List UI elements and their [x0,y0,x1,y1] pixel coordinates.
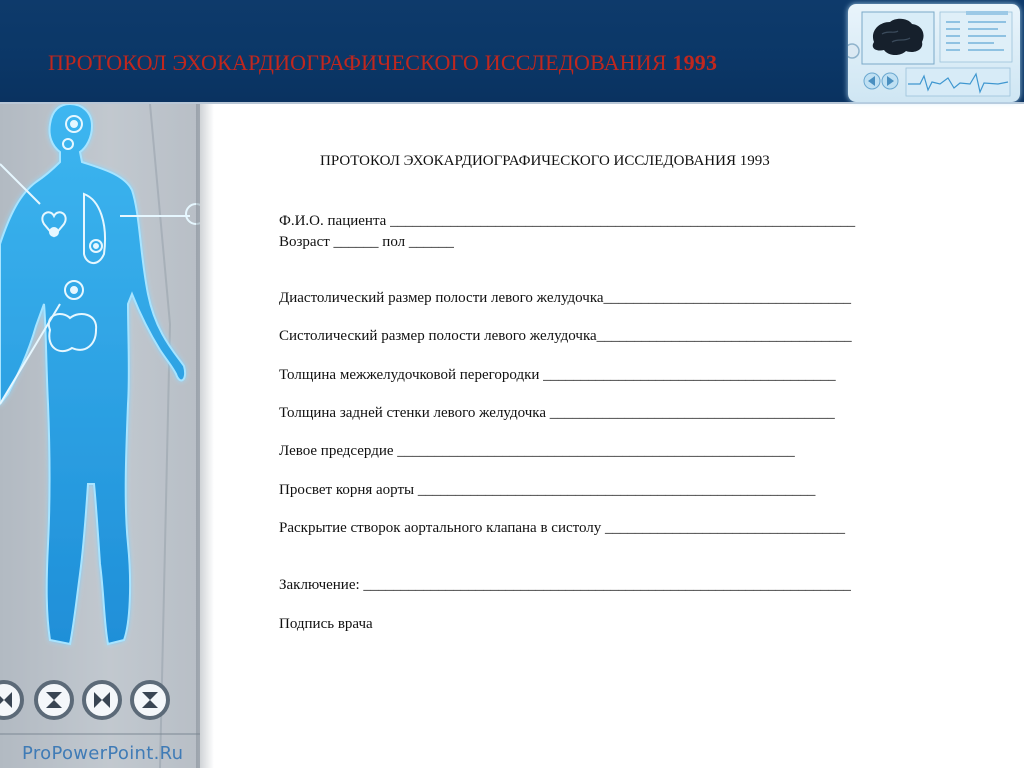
field-ivs-thickness: Толщина межжелудочковой перегородки _______________________________________ [279,367,836,383]
header-year: 1993 [672,50,718,75]
slide-header [0,0,1024,104]
panel-shadow [196,104,214,768]
conclusion-field: Заключение: _________________________________________________________________ [279,577,851,593]
brain-icon [862,12,934,64]
next-icon [882,73,898,89]
field-lv-systolic: Систолический размер полости левого желудочка__________________________________ [279,328,852,344]
patient-name-field: Ф.И.О. пациента ______________________________________________________________ [279,213,856,229]
field-aortic-root: Просвет корня аорты _____________________________________________________ [279,482,816,498]
monitor-graphic [848,4,1020,102]
age-sex-field: Возраст ______ пол ______ [279,234,454,250]
document-title: ПРОТОКОЛ ЭХОКАРДИОГРАФИЧЕСКОГО ИССЛЕДОВАНИЯ 1993 [320,153,770,169]
field-posterior-wall: Толщина задней стенки левого желудочка ______________________________________ [279,405,835,421]
field-lv-diastolic: Диастолический размер полости левого желудочка_________________________________ [279,290,852,306]
prev-icon [864,73,880,89]
brand-watermark: ProPowerPoint.Ru [22,743,184,764]
doctor-signature-label: Подпись врача [279,616,373,632]
field-aortic-valve: Раскрытие створок аортального клапана в систолу ________________________________ [279,520,846,536]
waveform-icon [906,68,1010,96]
field-left-atrium: Левое предсердие _____________________________________________________ [279,443,795,459]
header-title: ПРОТОКОЛ ЭХОКАРДИОГРАФИЧЕСКОГО ИССЛЕДОВАНИЯ 1993 [48,50,718,75]
left-decor-panel [0,104,200,768]
